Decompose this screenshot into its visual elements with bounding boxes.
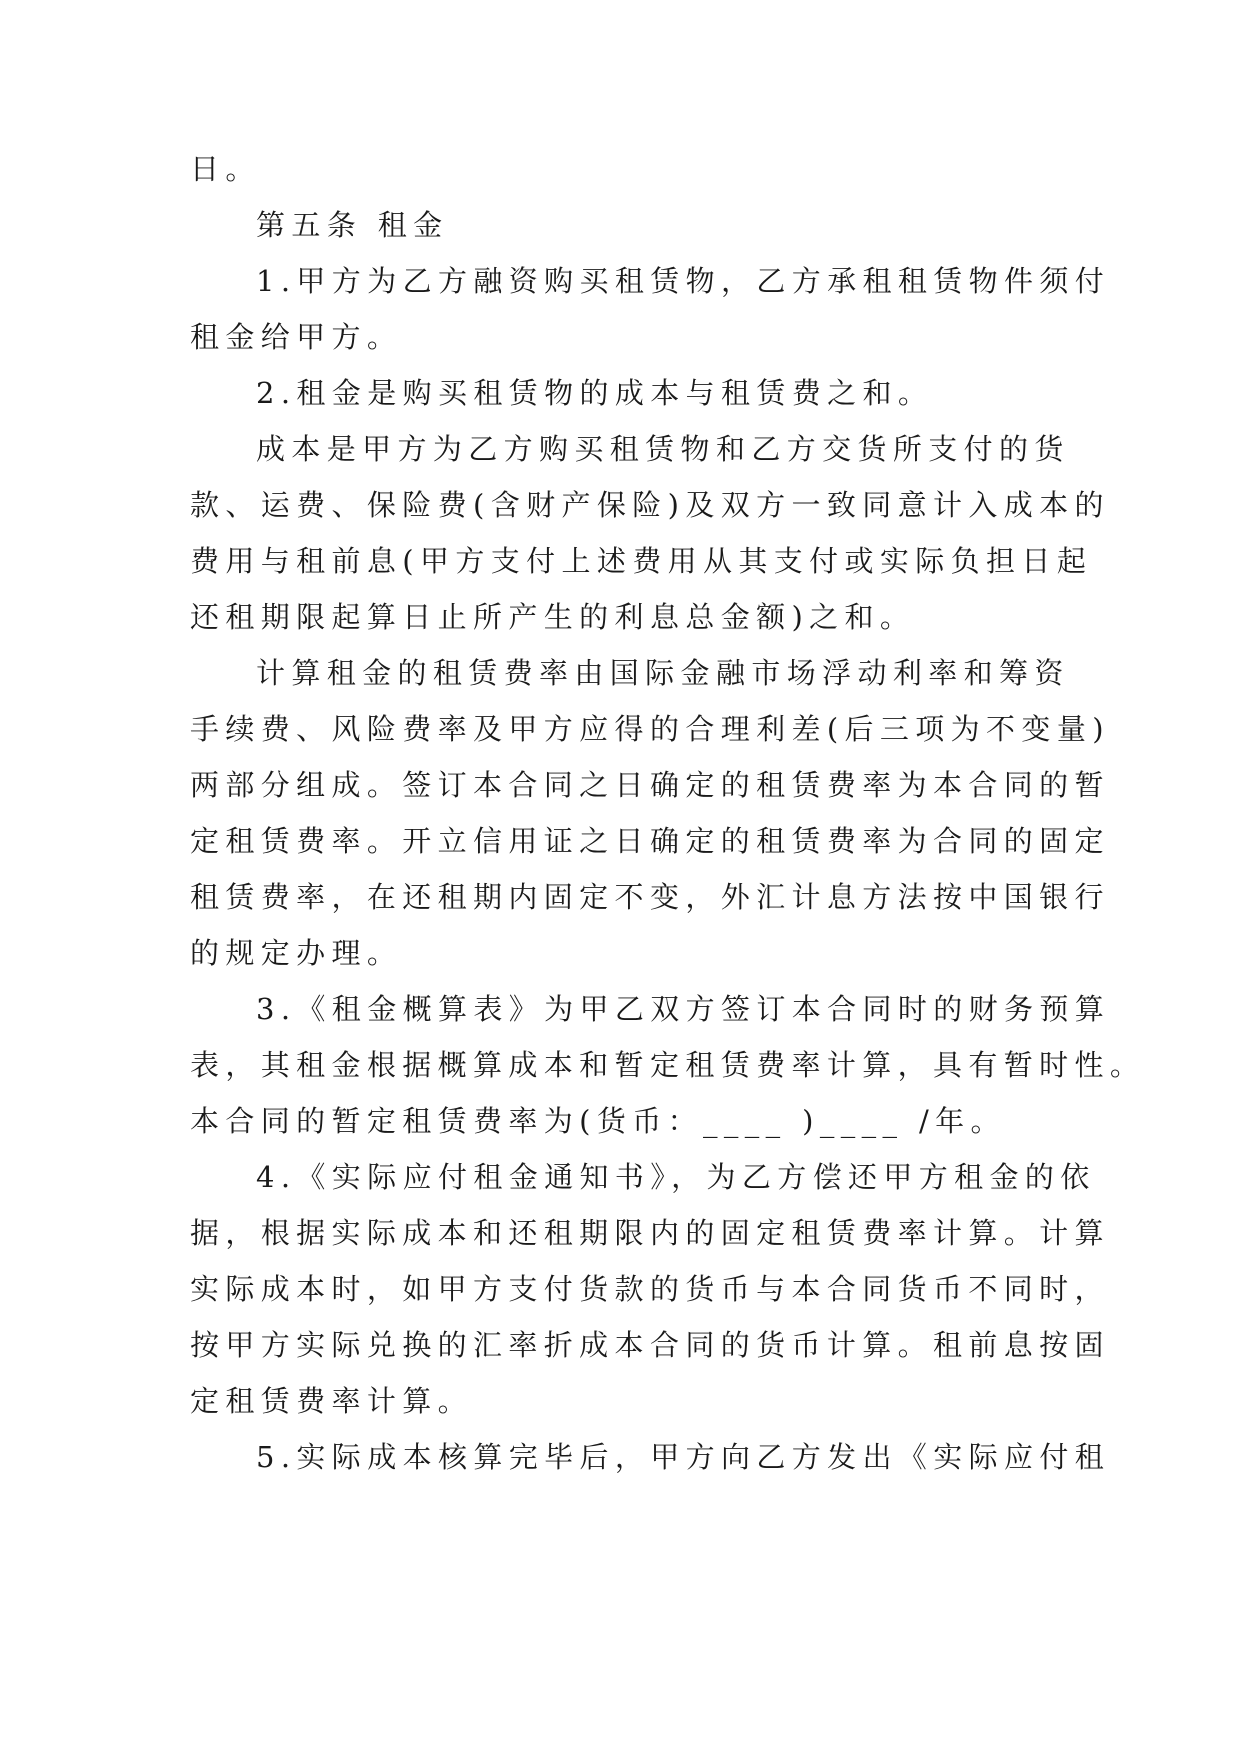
text-line-6: 成本是甲方为乙方购买租赁物和乙方交货所支付的货: [256, 432, 1070, 466]
text-line-24: 5.实际成本核算完毕后，甲方向乙方发出《实际应付租: [256, 1440, 1111, 1474]
text-line-21: 实际成本时，如甲方支付货款的货币与本合同货币不同时，: [190, 1272, 1110, 1306]
text-line-7: 款、运费、保险费(含财产保险)及双方一致同意计入成本的: [190, 488, 1110, 522]
text-line-22: 按甲方实际兑换的汇率折成本合同的货币计算。租前息按固: [190, 1328, 1110, 1362]
text-line-8: 费用与租前息(甲方支付上述费用从其支付或实际负担日起: [190, 544, 1093, 578]
section-heading: 第五条 租金: [256, 208, 449, 242]
text-line-13: 定租赁费率。开立信用证之日确定的租赁费率为合同的固定: [190, 824, 1110, 858]
text-line-3: 1.甲方为乙方融资购买租赁物，乙方承租租赁物件须付: [256, 264, 1111, 298]
text-line-5: 2.租金是购买租赁物的成本与租赁费之和。: [256, 376, 934, 410]
text-line-17: 表，其租金根据概算成本和暂定租赁费率计算，具有暂时性。: [190, 1048, 1146, 1082]
text-line-4: 租金给甲方。: [190, 320, 403, 354]
text-line-11: 手续费、风险费率及甲方应得的合理利差(后三项为不变量): [190, 712, 1110, 746]
text-line-14: 租赁费率，在还租期内固定不变，外汇计息方法按中国银行: [190, 880, 1110, 914]
text-line-23: 定租赁费率计算。: [190, 1384, 474, 1418]
text-line-16: 3.《租金概算表》为甲乙双方签订本合同时的财务预算: [256, 992, 1111, 1026]
text-line-15: 的规定办理。: [190, 936, 403, 970]
text-line-20: 据，根据实际成本和还租期限内的固定租赁费率计算。计算: [190, 1216, 1110, 1250]
text-line-1: 日。: [190, 152, 261, 186]
text-line-12: 两部分组成。签订本合同之日确定的租赁费率为本合同的暂: [190, 768, 1110, 802]
text-line-18: 本合同的暂定租赁费率为(货币：____ )____ /年。: [190, 1104, 1006, 1138]
text-line-10: 计算租金的租赁费率由国际金融市场浮动利率和筹资: [256, 656, 1070, 690]
text-line-9: 还租期限起算日止所产生的利息总金额)之和。: [190, 600, 916, 634]
text-line-19: 4.《实际应付租金通知书》，为乙方偿还甲方租金的依: [256, 1160, 1096, 1194]
